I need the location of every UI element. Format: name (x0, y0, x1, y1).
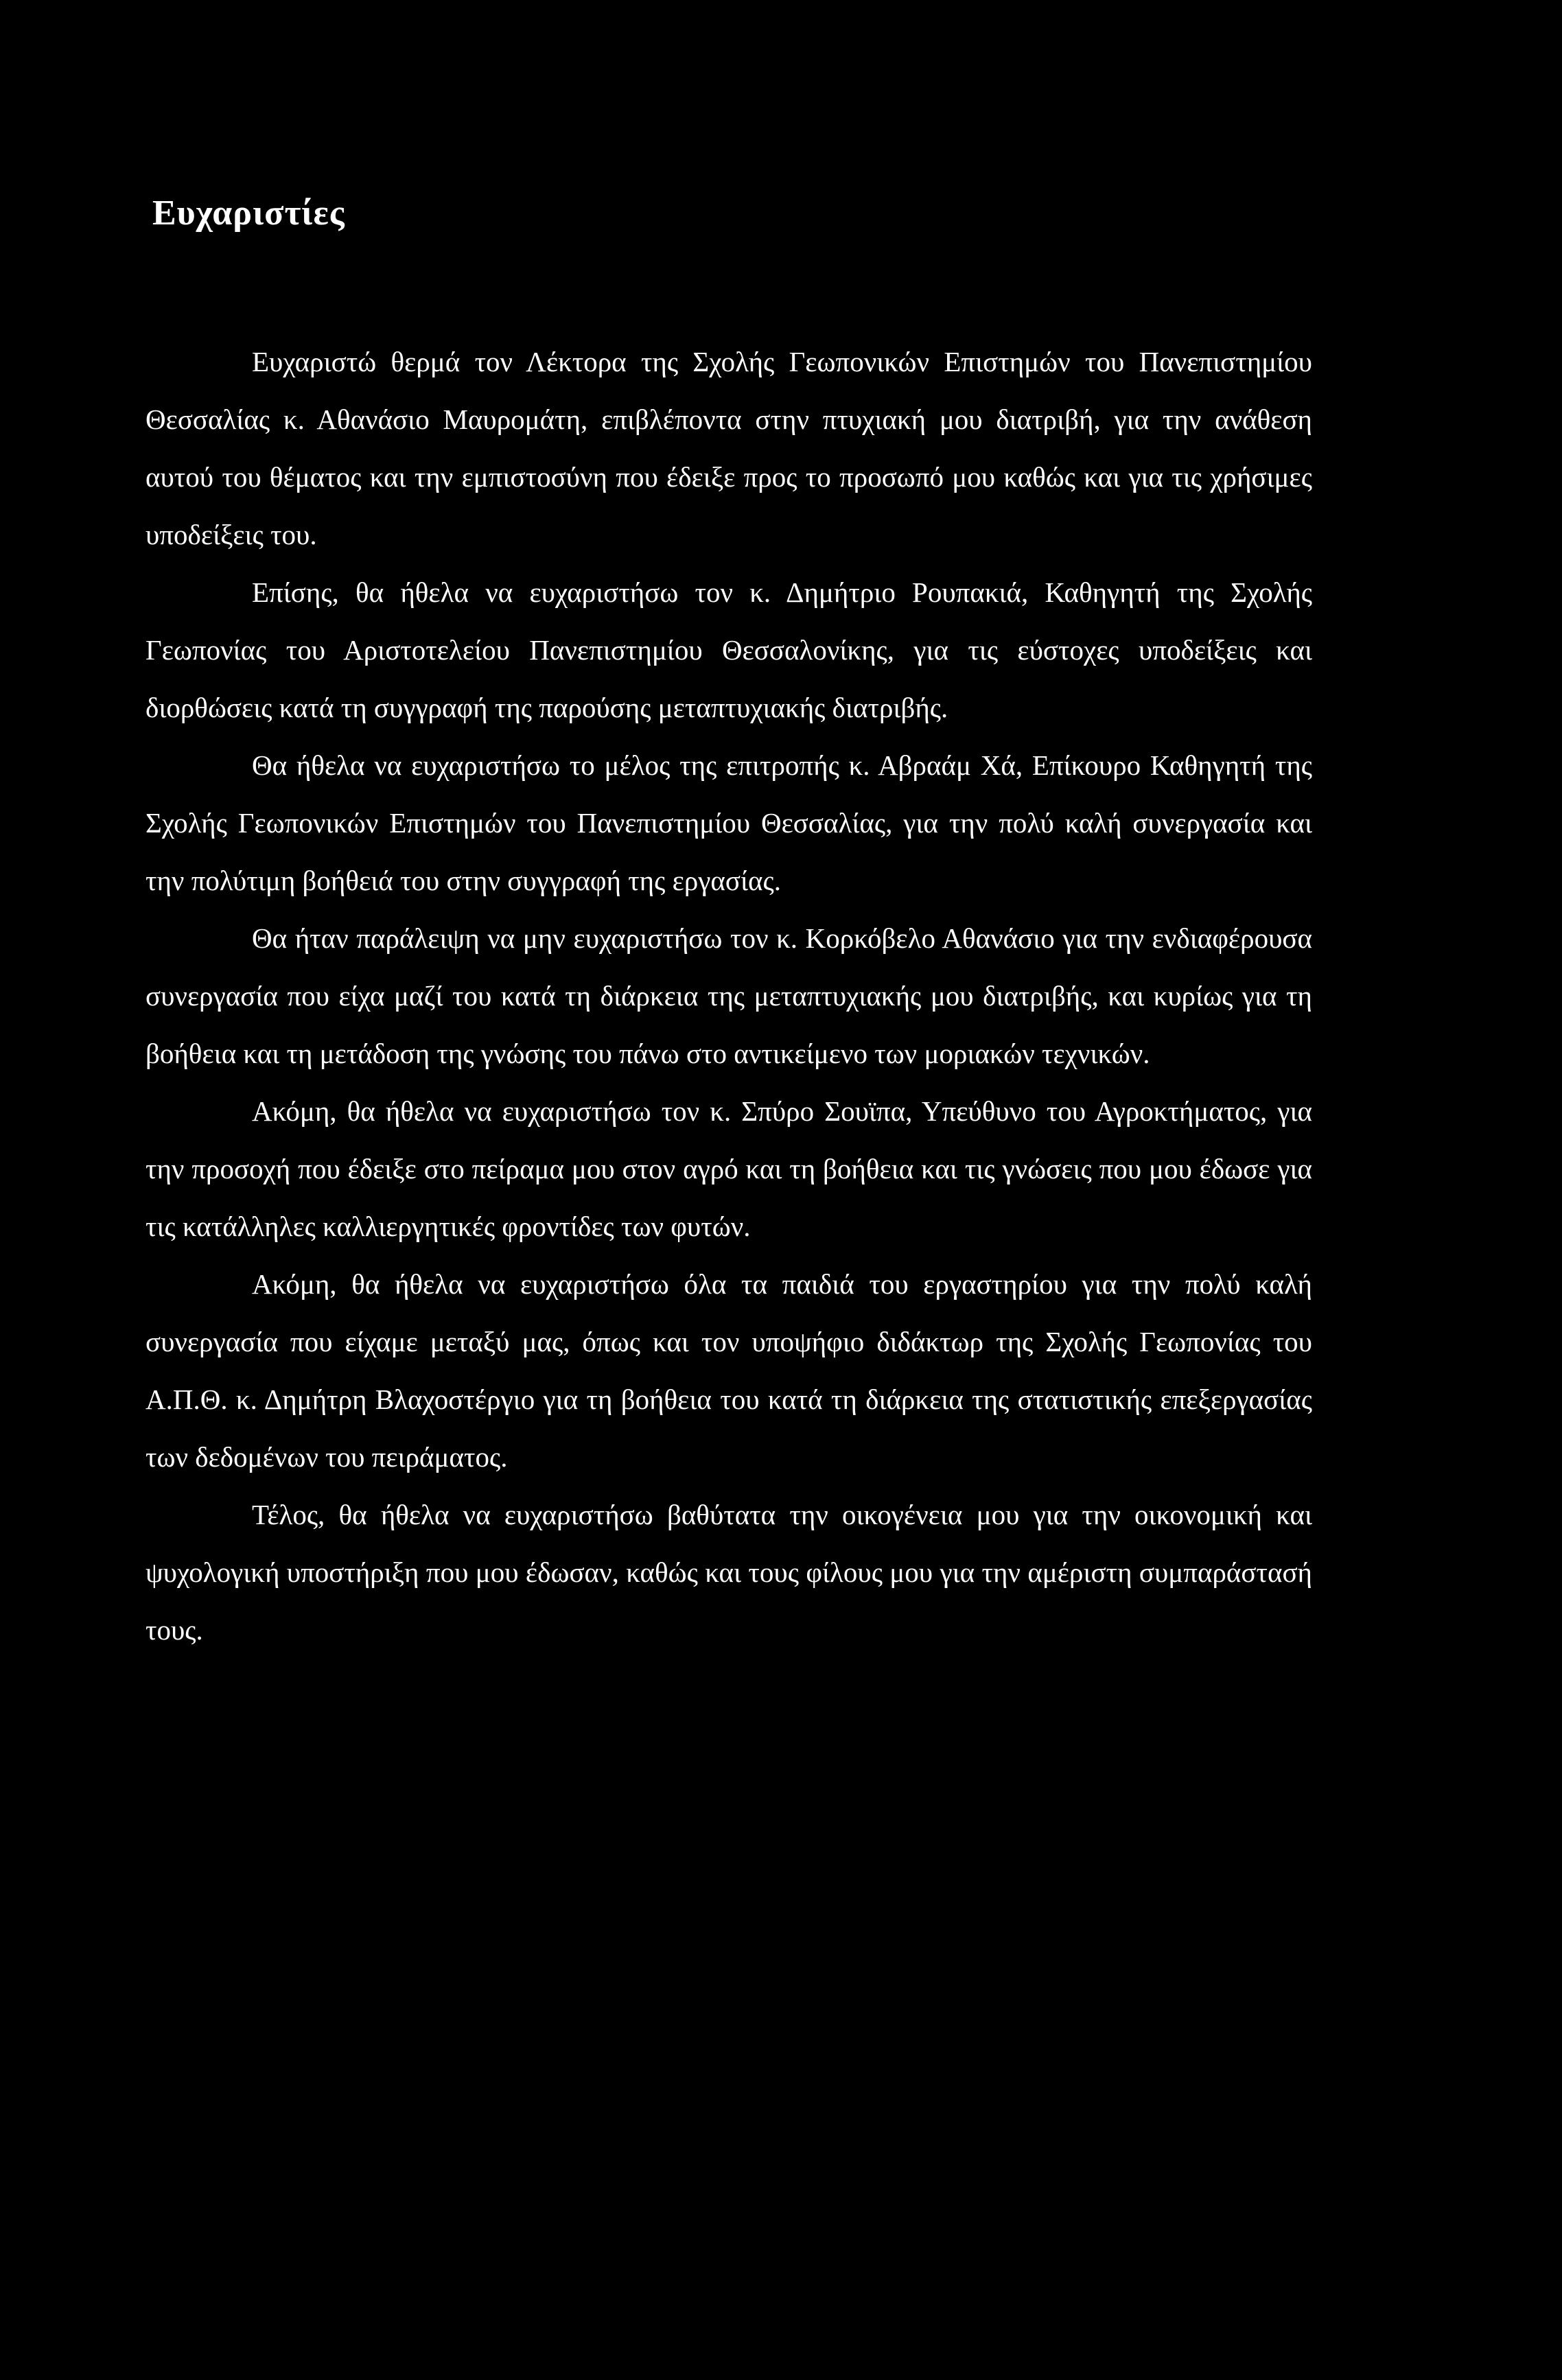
paragraph-4: Θα ήταν παράλειψη να μην ευχαριστήσω τον κ. Κορκόβελο Αθανάσιο για την ενδιαφέρουσα συνεργασία που είχα μαζί του κατά τη διάρκεια της μεταπτυχιακής μου διατριβής, και κυρίως για τη βοήθεια και τη μετάδοση της γνώσης του πάνω στο αντικείμενο των μοριακών τεχνικών. (145, 922, 1312, 1069)
acknowledgements-body (145, 333, 1312, 1659)
paragraph-5: Ακόμη, θα ήθελα να ευχαριστήσω τον κ. Σπύρο Σουϊπα, Υπεύθυνο του Αγροκτήματος, για την προσοχή που έδειξε στο πείραμα μου στον αγρό και τη βοήθεια και τις γνώσεις που μου έδωσε για τις κατάλληλες καλλιεργητικές φροντίδες των φυτών. (145, 1095, 1312, 1242)
paragraph-2: Επίσης, θα ήθελα να ευχαριστήσω τον κ. Δημήτριο Ρουπακιά, Καθηγητή της Σχολής Γεωπονίας του Αριστοτελείου Πανεπιστημίου Θεσσαλονίκης, για τις εύστοχες υποδείξεις και διορθώσεις κατά τη συγγραφή της παρούσης μεταπτυχιακής διατριβής. (145, 576, 1312, 723)
paragraph-3: Θα ήθελα να ευχαριστήσω το μέλος της επιτροπής κ. Αβραάμ Χά, Επίκουρο Καθηγητή της Σχολής Γεωπονικών Επιστημών του Πανεπιστημίου Θεσσαλίας, για την πολύ καλή συνεργασία και την πολύτιμη βοήθειά του στην συγγραφή της εργασίας. (145, 749, 1312, 896)
paragraph-6: Ακόμη, θα ήθελα να ευχαριστήσω όλα τα παιδιά του εργαστηρίου για την πολύ καλή συνεργασία που είχαμε μεταξύ μας, όπως και τον υποψήφιο διδάκτωρ της Σχολής Γεωπονίας του Α.Π.Θ. κ. Δημήτρη Βλαχοστέργιο για τη βοήθεια του κατά τη διάρκεια της στατιστικής επεξεργασίας των δεδομένων του πειράματος. (145, 1268, 1312, 1473)
paragraph-7: Τέλος, θα ήθελα να ευχαριστήσω βαθύτατα την οικογένεια μου για την οικονομική και ψυχολογική υποστήριξη που μου έδωσαν, καθώς και τους φίλους μου για την αμέριστη συμπαράστασή τους. (145, 1499, 1312, 1646)
page-title: Ευχαριστίες (152, 194, 345, 233)
paragraph-1: Ευχαριστώ θερμά τον Λέκτορα της Σχολής Γεωπονικών Επιστημών του Πανεπιστημίου Θεσσαλίας κ. Αθανάσιο Μαυρομάτη, επιβλέποντα στην πτυχιακή μου διατριβή, για την ανάθεση αυτού του θέματος και την εμπιστοσύνη που έδειξε προς το προσωπό μου καθώς και για τις χρήσιμες υποδείξεις του. (145, 346, 1312, 550)
